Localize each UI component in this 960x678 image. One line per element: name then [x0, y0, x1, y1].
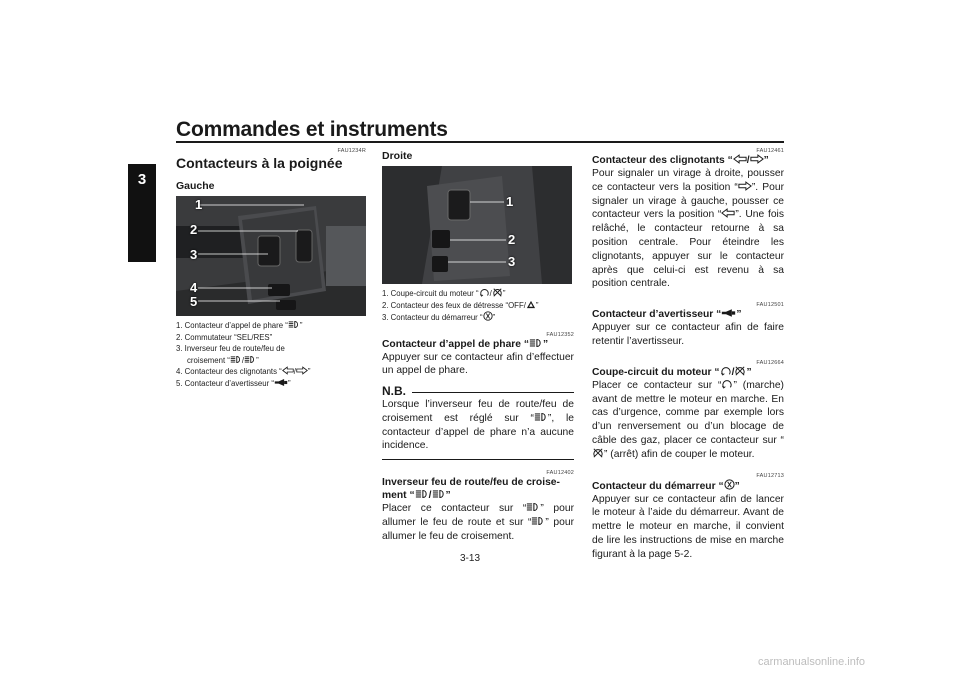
- caption-list-left: 1. Contacteur d’appel de phare “ ” 2. Commutateur “SEL/RES” 3. Inverseur feu de route/feu de croisement “ / ” 4. Contacteur des clignotants “ / ” 5. Contacteur d’avertisseur “ ”: [176, 321, 311, 388]
- section-body: Appuyer sur ce contacteur afin de lancer le moteur à l’aide du démarreur. Avant de mettre le moteur en marche, il convient de lire les instructions de mise en marche figurant à la page 5-2.: [592, 493, 784, 560]
- starter-icon: [724, 479, 735, 490]
- callout-2: 2: [190, 222, 198, 237]
- section-code: FAU1234R: [337, 148, 366, 154]
- callout-4: 4: [190, 280, 198, 295]
- section-body: Appuyer sur ce contacteur afin d’effectuer un appel de phare.: [382, 351, 574, 377]
- section-code: FAU12664: [756, 359, 784, 366]
- section-body: Appuyer sur ce contacteur afin de faire retentir l’avertisseur.: [592, 322, 784, 347]
- turn-left-arrow-icon: [282, 366, 294, 375]
- page-number: 3-13: [460, 553, 481, 564]
- turn-right-arrow-icon: [738, 181, 752, 191]
- column-right: [592, 148, 784, 562]
- left-handlebar-photo: [176, 196, 366, 316]
- headlight-beam-icon: [531, 516, 545, 526]
- section-heading: Contacteur d’appel de phare “ ”: [382, 338, 549, 350]
- right-handlebar-photo: [382, 166, 572, 284]
- callout-3: 3: [508, 254, 516, 269]
- subtitle-right: Droite: [382, 150, 413, 162]
- callout-3: 3: [190, 247, 198, 262]
- headlight-beam-icon: [432, 489, 446, 499]
- horn-icon: [274, 378, 288, 387]
- turn-right-arrow-icon: [750, 154, 764, 164]
- chapter-tab: 3: [128, 164, 156, 262]
- section-body: Pour signaler un virage à droite, pousser ce contacteur vers la position “ ”. Pour signaler un virage à gauche, pousser ce contacteur vers la position “ ”. Une fois relâché, le contacteur retourne à sa position centrale. Pour éteindre les clignotants, appuyer sur le contacteur après que celui-ci est revenu à sa position centrale.: [592, 168, 784, 290]
- section-heading: Coupe-circuit du moteur “ / ”: [592, 366, 752, 378]
- section-code: FAU12501: [756, 302, 784, 309]
- callout-5: 5: [190, 294, 198, 309]
- watermark[interactable]: carmanualsonline.info: [758, 656, 866, 668]
- callout-2: 2: [508, 232, 516, 247]
- starter-icon: [483, 311, 493, 321]
- turn-left-arrow-icon: [733, 154, 747, 164]
- horn-icon: [721, 308, 736, 318]
- note-heading: N.B.: [382, 384, 574, 398]
- callout-1: 1: [506, 194, 514, 209]
- section-body: Placer ce contacteur sur “ ” (marche) avant de mettre le moteur en marche. En cas d’urgence, comme par exemple lors d’un renversement ou d’un blocage de câble des gaz, placer ce contacteur sur “” (arrêt) afin de couper le moteur.: [592, 379, 784, 460]
- engine-stop-icon: [734, 366, 746, 376]
- hazard-triangle-icon: [526, 300, 536, 309]
- section-heading: Inverseur feu de route/feu de croise- ment “ / ”: [382, 477, 560, 502]
- headlight-beam-icon: [415, 489, 429, 499]
- subtitle-left: Gauche: [176, 180, 215, 192]
- headlight-beam-icon: [529, 338, 543, 348]
- headlight-beam-icon: [288, 320, 300, 329]
- section-code: FAU12402: [546, 470, 574, 477]
- column-left: [176, 148, 366, 389]
- engine-stop-icon: [492, 288, 503, 297]
- caption-list-right: 1. Coupe-circuit du moteur “ / ” 2. Contacteur des feux de détresse “OFF/ ” 3. Contacteur du démarreur “ ”: [382, 289, 539, 322]
- section-title: Contacteurs à la poignée: [176, 155, 343, 171]
- page-title: Commandes et instruments: [176, 118, 448, 141]
- section-body: Placer ce contacteur sur “ ” pour allumer le feu de route et sur “ ” pour allumer le feu de croisement.: [382, 503, 575, 542]
- section-heading: Contacteur des clignotants “ / ”: [592, 155, 769, 166]
- engine-run-icon: [479, 288, 490, 297]
- note-body: Lorsque l’inverseur feu de route/feu de croisement est réglé sur “ ”, le contacteur d’appel de phare n’a aucune incidence.: [382, 399, 575, 452]
- headlight-beam-icon: [230, 355, 242, 364]
- engine-run-icon: [720, 366, 732, 376]
- header-rule: [176, 141, 784, 143]
- headlight-beam-icon: [534, 412, 548, 422]
- callout-1: 1: [195, 197, 203, 212]
- turn-left-arrow-icon: [721, 208, 735, 218]
- engine-run-icon: [721, 379, 733, 389]
- section-code: FAU12352: [546, 331, 574, 338]
- section-heading: Contacteur d’avertisseur “ ”: [592, 309, 742, 321]
- engine-stop-icon: [592, 448, 604, 458]
- column-middle: [382, 148, 574, 544]
- section-code: FAU12713: [756, 472, 784, 479]
- section-code: FAU12461: [756, 148, 784, 154]
- turn-right-arrow-icon: [296, 366, 308, 375]
- headlight-beam-icon: [244, 355, 256, 364]
- headlight-beam-icon: [526, 502, 540, 512]
- section-heading: Contacteur du démarreur “ ”: [592, 480, 740, 492]
